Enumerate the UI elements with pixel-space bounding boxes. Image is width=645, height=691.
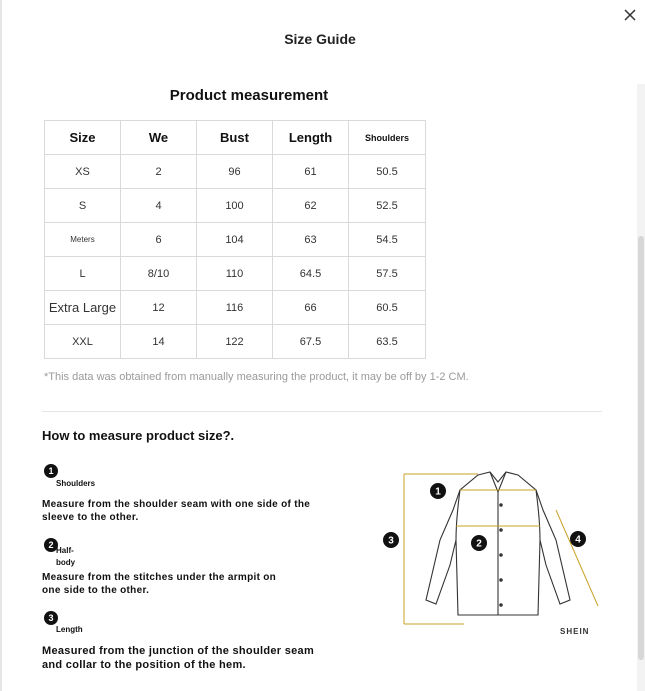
table-cell: 110 (197, 257, 273, 291)
step-number-badge: 1 (44, 464, 58, 478)
size-cell: S (45, 189, 121, 223)
column-header: We (121, 121, 197, 155)
window-edge (0, 0, 2, 691)
table-cell: 61 (273, 155, 349, 189)
table-header-row (45, 121, 426, 155)
step-description (42, 644, 314, 672)
step-label (56, 545, 75, 569)
size-table (44, 120, 426, 359)
table-cell: 63.5 (349, 325, 426, 359)
step-description (42, 498, 310, 524)
table-cell: 63 (273, 223, 349, 257)
modal-title: Size Guide (284, 31, 356, 47)
table-cell: 62 (273, 189, 349, 223)
scrollbar-thumb[interactable] (638, 236, 644, 660)
table-cell: 6 (121, 223, 197, 257)
table-cell: 12 (121, 291, 197, 325)
table-cell: 57.5 (349, 257, 426, 291)
step-description-line: and collar to the position of the hem. (42, 659, 246, 671)
size-cell: Extra Large (45, 291, 121, 325)
marker-text: 2 (476, 538, 482, 550)
marker-text: 3 (388, 535, 394, 547)
table-cell: 67.5 (273, 325, 349, 359)
diagram-marker-2 (471, 535, 487, 551)
diagram-marker-1 (430, 483, 446, 499)
step-number-badge: 2 (44, 538, 58, 552)
step-description-line: Measure from the shoulder seam with one side of the (42, 499, 311, 510)
shirt-icon (426, 472, 570, 615)
brand-label: SHEIN (560, 627, 590, 636)
column-header: Length (273, 121, 349, 155)
size-cell: XS (45, 155, 121, 189)
table-cell: 104 (197, 223, 273, 257)
table-cell: 64.5 (273, 257, 349, 291)
diagram-marker-4 (570, 531, 586, 547)
table-cell: 60.5 (349, 291, 426, 325)
table-cell: 100 (197, 189, 273, 223)
close-button[interactable] (619, 4, 641, 26)
measurement-heading: Product measurement (169, 87, 329, 104)
diagram-marker-3 (383, 532, 399, 548)
table-cell: 8/10 (121, 257, 197, 291)
column-header: Bust (197, 121, 273, 155)
step-label-line: Half- (56, 546, 74, 555)
section-divider (42, 411, 602, 412)
table-cell: 4 (121, 189, 197, 223)
step-label: Shoulders (56, 479, 96, 488)
table-cell: 116 (197, 291, 273, 325)
table-row (45, 223, 426, 257)
table-cell: 52.5 (349, 189, 426, 223)
table-cell: 2 (121, 155, 197, 189)
size-cell: XXL (45, 325, 121, 359)
table-cell: 96 (197, 155, 273, 189)
step-description (42, 571, 276, 597)
step-description-line: one side to the other. (42, 585, 150, 596)
step-label: Length (56, 625, 83, 634)
shirt-diagram (380, 460, 620, 640)
table-row (45, 155, 426, 189)
marker-text: 4 (575, 534, 581, 546)
table-cell: 14 (121, 325, 197, 359)
table-row (45, 189, 426, 223)
size-cell: Meters (45, 223, 121, 257)
column-header: Size (45, 121, 121, 155)
table-cell: 122 (197, 325, 273, 359)
measurement-note: *This data was obtained from manually measuring the product, it may be off by 1-2 CM. (44, 371, 469, 383)
step-label-line: body (56, 558, 76, 567)
step-description-line: sleeve to the other. (42, 512, 139, 523)
size-cell: L (45, 257, 121, 291)
step-description-line: Measured from the junction of the shoulder seam (42, 645, 315, 657)
table-row (45, 291, 426, 325)
step-description-line: Measure from the stitches under the armpit on (42, 572, 277, 583)
column-header: Shoulders (349, 121, 426, 155)
close-icon (619, 4, 641, 26)
marker-text: 1 (435, 486, 441, 498)
table-row (45, 257, 426, 291)
step-number-badge: 3 (44, 611, 58, 625)
table-row (45, 325, 426, 359)
table-cell: 54.5 (349, 223, 426, 257)
how-to-heading: How to measure product size?. (42, 428, 235, 443)
table-cell: 66 (273, 291, 349, 325)
table-cell: 50.5 (349, 155, 426, 189)
